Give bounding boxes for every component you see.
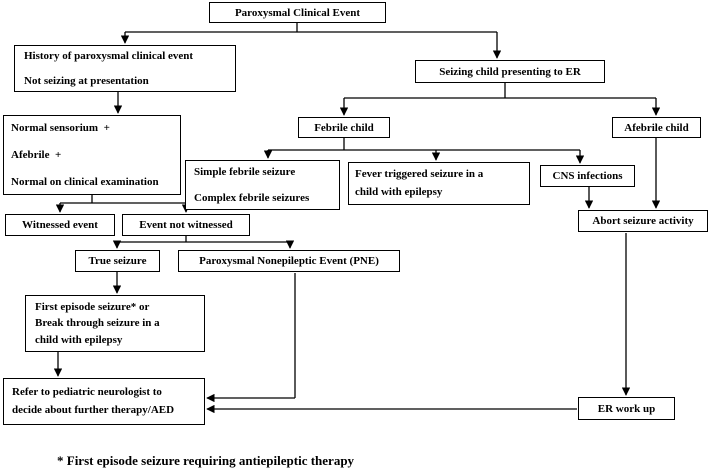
edge-normal-split	[60, 195, 186, 212]
node-event-not-witnessed	[122, 214, 250, 236]
node-simple-complex-febrile-seizure	[185, 160, 340, 210]
node-paroxysmal-clinical-event	[209, 2, 386, 23]
node-label-line: Not seizing at presentation	[24, 75, 149, 87]
node-label-line: Complex febrile seizures	[194, 192, 310, 204]
edge-notwitnessed-split	[117, 236, 290, 248]
node-label-line: History of paroxysmal clinical event	[24, 50, 194, 62]
node-label: Paroxysmal Nonepileptic Event (PNE)	[199, 255, 379, 267]
node-true-seizure	[75, 250, 160, 272]
node-febrile-child	[298, 117, 390, 138]
node-label-line: child with epilepsy	[35, 333, 123, 346]
node-label: Abort seizure activity	[592, 215, 694, 227]
node-label: Seizing child presenting to ER	[439, 65, 581, 78]
node-er-work-up	[578, 397, 675, 420]
node-normal-sensorium	[3, 115, 181, 195]
node-label-line: Refer to pediatric neurologist to	[12, 385, 162, 398]
node-label: Afebrile child	[624, 121, 689, 134]
node-fever-triggered-seizure	[348, 162, 530, 205]
node-label: Paroxysmal Clinical Event	[234, 6, 361, 19]
node-first-episode-seizure	[25, 295, 205, 352]
node-label-line: Normal sensorium +	[11, 122, 110, 134]
node-label: Event not witnessed	[139, 219, 233, 231]
node-label: Febrile child	[314, 121, 374, 134]
node-label: ER work up	[597, 402, 656, 415]
node-label-line: Break through seizure in a	[35, 317, 160, 330]
node-label-line: child with epilepsy	[355, 185, 443, 198]
node-seizing-child-er	[415, 60, 605, 83]
edge-seizing-split	[344, 83, 656, 115]
node-witnessed-event	[5, 214, 115, 236]
node-abort-seizure-activity	[578, 210, 708, 232]
node-label: True seizure	[88, 255, 147, 267]
footnote-asterisk: * First episode seizure requiring antiepileptic therapy	[57, 453, 355, 468]
node-cns-infections	[540, 165, 635, 187]
node-label: CNS infections	[552, 170, 623, 182]
node-label-line: Normal on clinical examination	[11, 176, 159, 188]
node-label-line: First episode seizure* or	[35, 300, 150, 313]
node-label: Witnessed event	[22, 219, 98, 231]
node-label-line: Afebrile +	[11, 149, 62, 161]
node-history-of-event	[14, 45, 236, 92]
node-paroxysmal-nonepileptic-event	[178, 250, 400, 272]
edge-pne-to-refer	[207, 273, 295, 398]
node-afebrile-child	[612, 117, 701, 138]
node-label-line: Fever triggered seizure in a	[355, 168, 484, 181]
node-refer-pediatric-neurologist	[3, 378, 205, 425]
node-label-line: Simple febrile seizure	[194, 166, 296, 178]
node-label-line: decide about further therapy/AED	[12, 403, 175, 416]
